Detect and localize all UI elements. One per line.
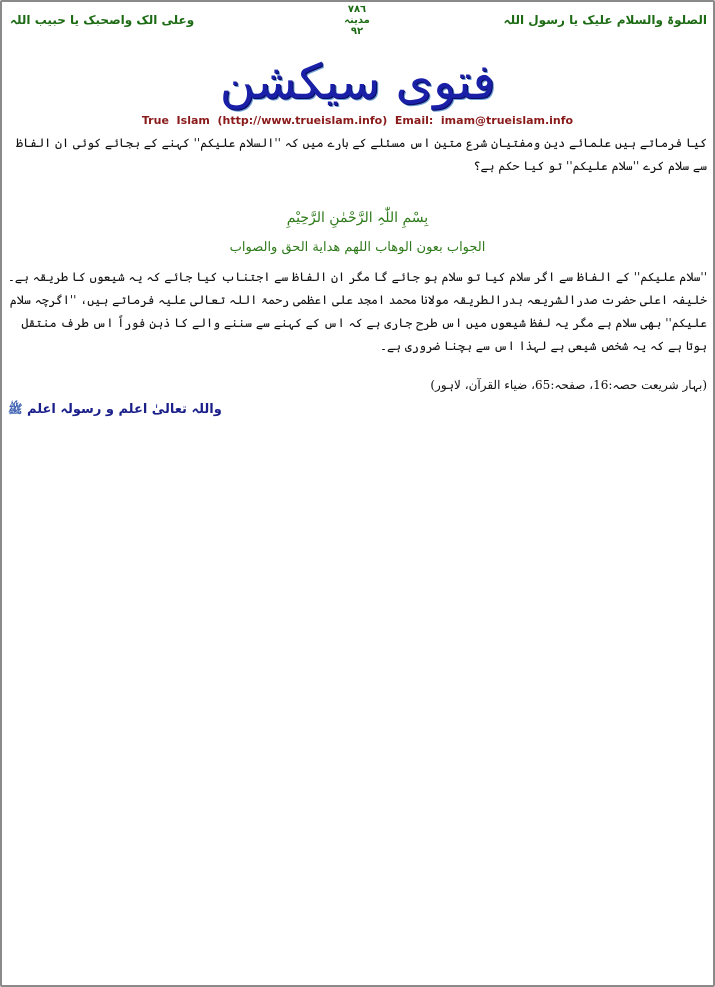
bismillah: بِسْمِ اللّٰہِ الرَّحْمٰنِ الرَّحِیْمِ [286,210,429,226]
salutation-left: وعلی الک واصحبک یا حبیب اللہ [10,13,195,27]
closing-line [8,402,222,419]
reference-citation: (بہار شریعت حصہ:16، صفحہ:65، ضیاء القرآن، لاہور) [430,378,707,392]
page-title: فتوی سیکشن [219,54,496,110]
question-text: کیا فرماتے ہیں علمائے دین ومفتیان شرع متین اس مسئلے کے بارے میں کہ ''السلام علیکم'' کہنے کے بجائے کوئی ان الفاظ سے سلام کرے ''سلام علیکم'' تو کیا حکم ہے؟ [16,136,707,173]
salutation-seal: ﷺ [8,402,23,416]
header-numbers: ۷۸٦ [347,4,367,15]
closing-text: واللہ تعالیٰ اعلم و رسولہ اعلم [27,402,222,417]
header-madina-word: مدینہ [344,15,370,26]
salutation-right: الصلوۃ والسلام علیک یا رسول اللہ [503,13,707,27]
answer-text: ''سلام علیکم'' کے الفاظ سے اگر سلام کیا تو سلام ہو جائے گا مگر ان الفاظ سے اجتناب کیا جائے کہ یہ شیعوں کا طریقہ ہے۔ خلیفہ اعلی حضرت صدرالشریعہ بدرالطریقہ مولانا محمد امجد علی اعظمی رحمۃ اللہ تعالی علیہ فرماتے ہیں، ''اگرچہ سلام علیکم'' بھی سلام ہے مگر یہ لفظ شیعوں میں اس طرح جاری ہے کہ اس کے کہنے سے سننے والے کا ذہن فوراً اس طرف منتقل ہوتا ہے کہ یہ شخص شیعی ہے لہذا اس سے بچنا ضروری ہے۔ [7,270,707,353]
contact-line: True Islam (http://www.trueislam.info) Email: imam@trueislam.info [141,114,574,127]
header-center-block [322,4,392,37]
header-page-number: ۹۲ [350,26,364,37]
answer-heading: الجواب بعون الوهاب اللهم هداية الحق والصواب [229,240,486,255]
